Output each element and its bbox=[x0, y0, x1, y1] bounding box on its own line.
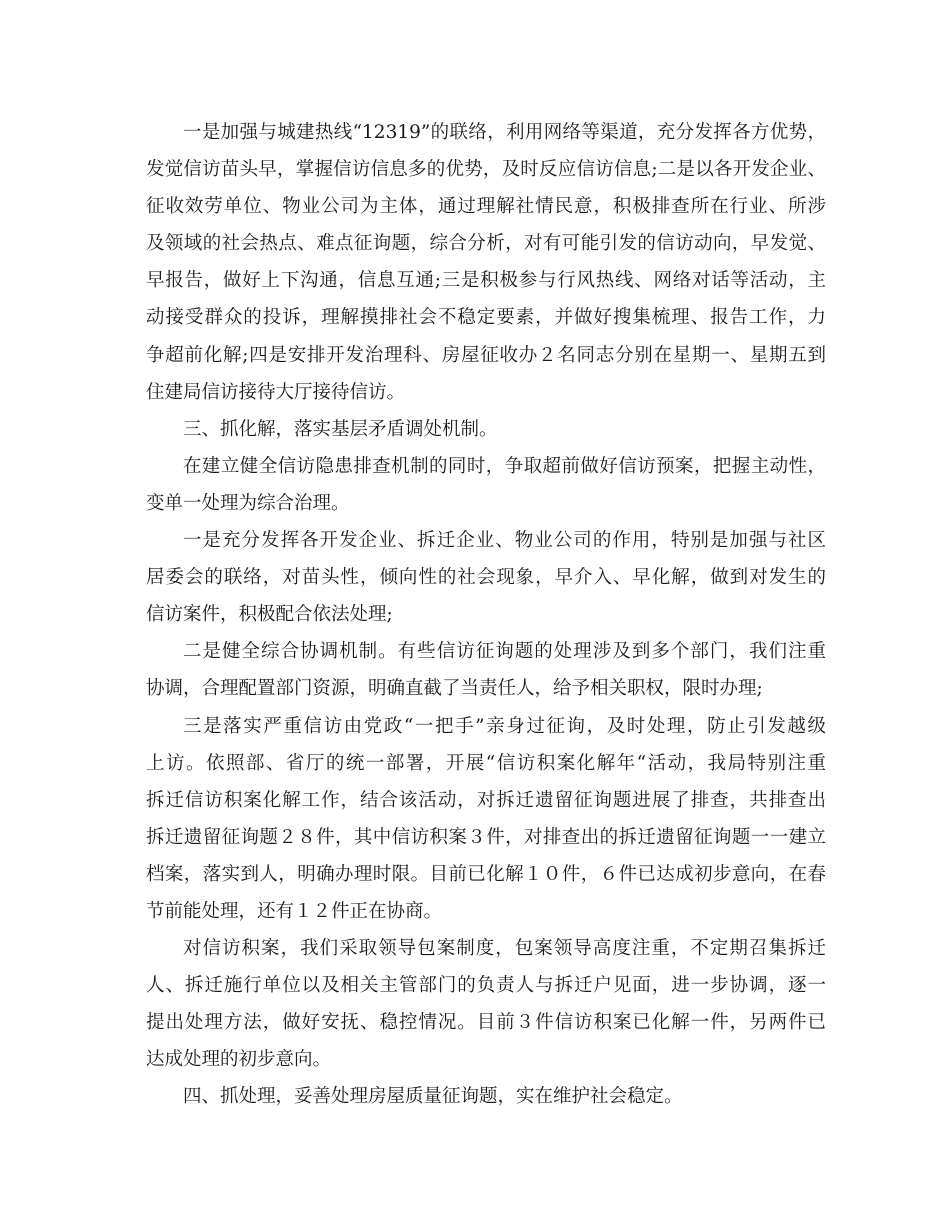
text-line: 提出处理方法，做好安抚、稳控情况。目前３件信访积案已化解一件，另两件已 bbox=[146, 1012, 826, 1034]
section-heading: 三、抓化解，落实基层矛盾调处机制。 bbox=[183, 418, 498, 440]
text-line: 争超前化解;四是安排开发治理科、房屋征收办２名同志分别在星期一、星期五到 bbox=[146, 344, 826, 366]
text-line: 二是健全综合协调机制。有些信访征询题的处理涉及到多个部门，我们注重 bbox=[183, 641, 826, 663]
text-line: 档案，落实到人，明确办理时限。目前已化解１０件，６件已达成初步意向，在春 bbox=[146, 863, 826, 885]
text-line: 变单一处理为综合治理。 bbox=[146, 492, 350, 514]
text-line: 三是落实严重信访由党政“一把手”亲身过征询，及时处理，防止引发越级 bbox=[183, 715, 826, 737]
text-line: 拆迁遗留征询题２８件，其中信访积案３件，对排查出的拆迁遗留征询题一一建立 bbox=[146, 826, 826, 848]
text-line: 征收效劳单位、物业公司为主体，通过理解社情民意，积极排查所在行业、所涉 bbox=[146, 196, 826, 218]
text-line: 信访案件，积极配合依法处理; bbox=[146, 604, 393, 626]
section-heading: 四、抓处理，妥善处理房屋质量征询题，实在维护社会稳定。 bbox=[183, 1086, 683, 1108]
text-line: 节前能处理，还有１２件正在协商。 bbox=[146, 900, 443, 922]
text-line: 在建立健全信访隐患排查机制的同时，争取超前做好信访预案，把握主动性， bbox=[183, 455, 826, 477]
text-line: 对信访积案，我们采取领导包案制度，包案领导高度注重，不定期召集拆迁 bbox=[183, 938, 826, 960]
text-line: 早报告，做好上下沟通，信息互通;三是积极参与行风热线、网络对话等活动，主 bbox=[146, 270, 826, 292]
document-body bbox=[146, 114, 826, 1116]
text-line: 发觉信访苗头早，掌握信访信息多的优势，及时反应信访信息;二是以各开发企业、 bbox=[146, 159, 826, 181]
text-line: 拆迁信访积案化解工作，结合该活动，对拆迁遗留征询题进展了排查，共排查出 bbox=[146, 789, 826, 811]
text-line: 人、拆迁施行单位以及相关主管部门的负责人与拆迁户见面，进一步协调，逐一 bbox=[146, 975, 826, 997]
text-line: 及领域的社会热点、难点征询题，综合分析，对有可能引发的信访动向，早发觉、 bbox=[146, 233, 826, 255]
text-line: 一是充分发挥各开发企业、拆迁企业、物业公司的作用，特别是加强与社区 bbox=[183, 530, 826, 552]
text-line: 协调，合理配置部门资源，明确直截了当责任人，给予相关职权，限时办理; bbox=[146, 678, 763, 700]
text-line: 一是加强与城建热线“12319”的联络，利用网络等渠道，充分发挥各方优势， bbox=[183, 122, 826, 143]
text-line: 居委会的联络，对苗头性，倾向性的社会现象，早介入、早化解，做到对发生的 bbox=[146, 567, 826, 589]
text-line: 动接受群众的投诉，理解摸排社会不稳定要素，并做好搜集梳理、报告工作，力 bbox=[146, 307, 826, 329]
text-line: 达成处理的初步意向。 bbox=[146, 1049, 332, 1071]
text-line: 上访。依照部、省厅的统一部署，开展“信访积案化解年“活动，我局特别注重 bbox=[146, 752, 826, 774]
text-line: 住建局信访接待大厅接待信访。 bbox=[146, 381, 406, 403]
